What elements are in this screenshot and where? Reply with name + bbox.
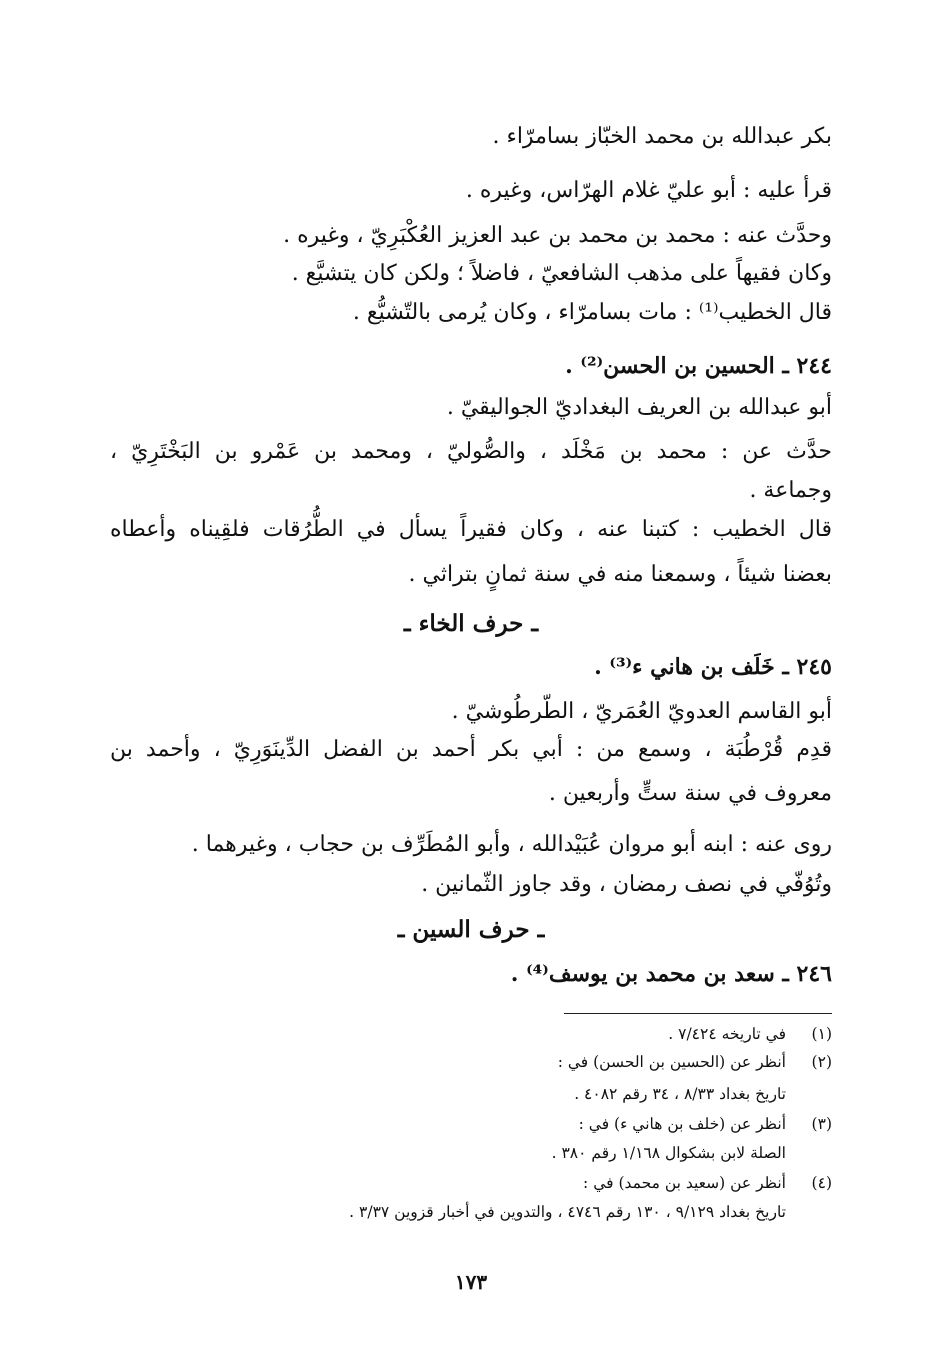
text-line: وجماعة . (749, 478, 832, 503)
footnote-text: أنظر عن (خلف بن هاني ء) في : (578, 1115, 786, 1133)
entry-heading-244: ٢٤٤ ـ الحسين بن الحسن⁽²⁾ . (565, 353, 832, 379)
footnote-3 (579, 1113, 832, 1135)
footnote-divider (564, 1013, 832, 1014)
footnote-2 (558, 1051, 832, 1073)
text-line: معروف في سنة ستٍّ وأربعين . (548, 781, 832, 806)
footnote-text: أنظر عن (سعيد بن محمد) في : (583, 1174, 786, 1192)
text-line: أبو القاسم العدويّ العُمَريّ ، الطّرطُوشيّ . (451, 699, 832, 724)
footnote-1 (668, 1023, 832, 1045)
text-line: قال الخطيب⁽¹⁾ : مات بسامرّاء ، وكان يُرمى بالتّشيُّع . (352, 300, 832, 325)
text-line: روى عنه : ابنه أبو مروان عُبَيْدالله ، وأبو المُطَرِّف بن حجاب ، وغيرهما . (191, 832, 832, 857)
text-line: بكر عبدالله بن محمد الخبّاز بسامرّاء . (492, 124, 832, 149)
text-line: قدِم قُرْطُبَة ، وسمع من : أبي بكر أحمد بن الفضل الدِّينَوَرِيّ ، وأحمد بن (110, 737, 832, 762)
text-line: قال الخطيب : كتبنا عنه ، وكان فقيراً يسأل في الطُّرُقات فلقِيناه وأعطاه (110, 517, 832, 542)
footnote-number: (٣) (811, 1115, 832, 1133)
footnote-number: (١) (811, 1025, 832, 1043)
footnote-number: (٤) (811, 1174, 832, 1192)
section-heading-kha: ـ حرف الخاء ـ (403, 610, 539, 637)
footnote-3-continued: الصلة لابن بشكوال ١/١٦٨ رقم ٣٨٠ . (551, 1144, 786, 1162)
footnote-number: (٢) (811, 1053, 832, 1071)
text-line: حدَّث عن : محمد بن مَخْلَد ، والصُّوليّ ، ومحمد بن عَمْرو بن البَخْتَرِيّ ، (110, 439, 832, 464)
text-line: بعضنا شيئاً ، وسمعنا منه في سنة ثمانٍ بتراثي . (408, 562, 832, 587)
footnote-text: في تاريخه ٧/٤٢٤ . (668, 1025, 786, 1043)
footnote-4 (583, 1172, 832, 1194)
entry-heading-246: ٢٤٦ ـ سعد بن محمد بن يوسف⁽⁴⁾ . (510, 961, 832, 987)
page-number: ١٧٣ (454, 1270, 488, 1294)
text-line: وحدَّث عنه : محمد بن محمد بن عبد العزيز العُكْبَرِيّ ، وغيره . (283, 223, 832, 248)
section-heading-sin: ـ حرف السين ـ (397, 916, 545, 943)
footnote-4-continued: تاريخ بغداد ٩/١٢٩ ، ١٣٠ رقم ٤٧٤٦ ، والتدوين في أخبار قزوين ٣/٣٧ . (349, 1203, 786, 1221)
text-line: قرأ عليه : أبو عليّ غلام الهرّاس، وغيره . (465, 178, 832, 203)
footnote-2-continued: تاريخ بغداد ٨/٣٣ ، ٣٤ رقم ٤٠٨٢ . (574, 1085, 786, 1103)
text-line: أبو عبدالله بن العريف البغداديّ الجواليقيّ . (446, 395, 832, 420)
entry-heading-245: ٢٤٥ ـ خَلَف بن هاني ء⁽³⁾ . (594, 654, 832, 680)
footnote-text: أنظر عن (الحسين بن الحسن) في : (557, 1053, 786, 1071)
text-line: وكان فقيهاً على مذهب الشافعيّ ، فاضلاً ؛ ولكن كان يتشيَّع . (291, 261, 832, 286)
text-line: وتُوُفّي في نصف رمضان ، وقد جاوز الثّمانين . (421, 872, 832, 897)
